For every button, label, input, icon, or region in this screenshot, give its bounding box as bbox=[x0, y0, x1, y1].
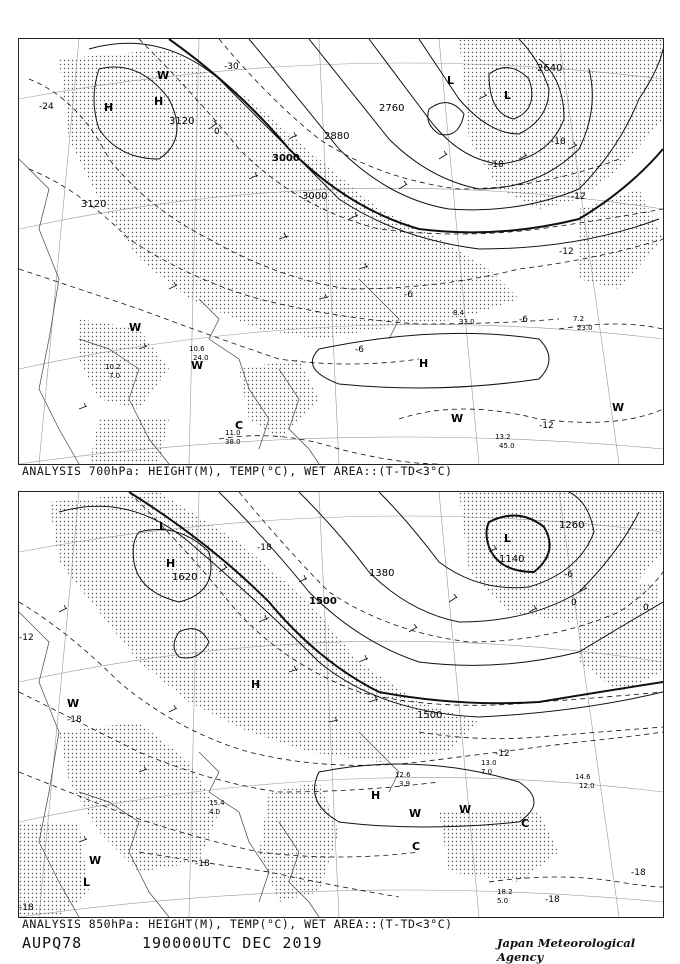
system-label: H bbox=[419, 357, 429, 370]
station-value: 12.0 bbox=[579, 782, 595, 790]
station-value: 38.0 bbox=[225, 438, 241, 446]
system-label: W bbox=[459, 803, 472, 816]
station-value: 12.6 bbox=[395, 771, 411, 779]
station-value: 5.0 bbox=[497, 897, 509, 905]
map-700hpa-canvas bbox=[19, 39, 663, 464]
station-value: 8.4 bbox=[453, 309, 465, 317]
map-panel-850hpa bbox=[18, 491, 664, 918]
station-value: 4.0 bbox=[209, 808, 221, 816]
temp-label: 0 bbox=[214, 127, 220, 137]
station-value: 11.0 bbox=[225, 429, 241, 437]
system-label: W bbox=[67, 697, 80, 710]
system-label: H bbox=[166, 557, 176, 570]
contour-label: 2640 bbox=[537, 63, 563, 74]
system-label: H bbox=[371, 789, 381, 802]
temp-label: -12 bbox=[19, 633, 34, 643]
temp-label: -18 bbox=[631, 868, 646, 878]
temp-label: -6 bbox=[519, 315, 528, 325]
contour-label: 3120 bbox=[169, 116, 195, 127]
temp-label: -12 bbox=[539, 421, 554, 431]
system-label: L bbox=[83, 876, 91, 889]
system-label: L bbox=[447, 74, 455, 87]
station-value: 33.0 bbox=[459, 318, 475, 326]
temp-label: -18 bbox=[195, 859, 210, 869]
station-value: 3.9 bbox=[399, 780, 411, 788]
contour-label: 3000 bbox=[302, 191, 328, 202]
station-value: 7.0 bbox=[109, 372, 121, 380]
system-label: W bbox=[157, 69, 170, 82]
station-value: 24.0 bbox=[193, 354, 209, 362]
temp-label: -6 bbox=[404, 290, 413, 300]
map-caption-700hpa: ANALYSIS 700hPa: HEIGHT(M), TEMP(°C), WET AREA::(T-TD<3°C) bbox=[22, 464, 453, 478]
temp-label: -6 bbox=[355, 345, 364, 355]
system-label: C bbox=[521, 817, 530, 830]
system-label: W bbox=[451, 412, 464, 425]
station-value: 23.0 bbox=[577, 324, 593, 332]
station-value: 7.0 bbox=[481, 768, 493, 776]
map-caption-850hpa: ANALYSIS 850hPa: HEIGHT(M), TEMP(°C), WET AREA::(T-TD<3°C) bbox=[22, 917, 453, 931]
temp-label: -18 bbox=[67, 715, 82, 725]
station-value: 45.0 bbox=[499, 442, 515, 450]
station-value: 13.2 bbox=[495, 433, 511, 441]
system-label: W bbox=[612, 401, 625, 414]
contour-label: 1380 bbox=[369, 568, 395, 579]
system-label: W bbox=[409, 807, 422, 820]
temp-label: -12 bbox=[571, 192, 586, 202]
station-value: 15.4 bbox=[209, 799, 225, 807]
station-value: 10.2 bbox=[105, 363, 121, 371]
system-label: C bbox=[235, 419, 244, 432]
station-value: 14.6 bbox=[575, 773, 591, 781]
temp-label: -18 bbox=[489, 160, 504, 170]
temp-label: -30 bbox=[224, 62, 239, 72]
contour-label: 1260 bbox=[559, 520, 585, 531]
system-label: W bbox=[191, 359, 204, 372]
system-label: W bbox=[129, 321, 142, 334]
station-value: 7.2 bbox=[573, 315, 585, 323]
contour-label: 1620 bbox=[172, 572, 198, 583]
contour-label: 1140 bbox=[499, 554, 525, 565]
contour-label: 3000 bbox=[272, 153, 300, 164]
contour-label: 1500 bbox=[417, 710, 443, 721]
system-label: H bbox=[251, 678, 261, 691]
system-label: C bbox=[412, 840, 421, 853]
temp-label: -18 bbox=[257, 543, 272, 553]
temp-label: -18 bbox=[551, 137, 566, 147]
system-label: H bbox=[104, 101, 114, 114]
system-label: H bbox=[154, 95, 164, 108]
temp-label: -18 bbox=[19, 903, 34, 913]
contour-label: 1500 bbox=[309, 596, 337, 607]
station-value: 13.0 bbox=[481, 759, 497, 767]
contour-label: 2760 bbox=[379, 103, 405, 114]
temp-label: -6 bbox=[564, 570, 573, 580]
chart-code: AUPQ78 bbox=[22, 934, 83, 952]
contour-label: 2880 bbox=[324, 131, 350, 142]
temp-label: -18 bbox=[545, 895, 560, 905]
station-value: 18.2 bbox=[497, 888, 513, 896]
wet-area-layer bbox=[19, 492, 663, 917]
system-label: L bbox=[159, 520, 167, 533]
temp-label: 0 bbox=[643, 603, 649, 613]
system-label: W bbox=[89, 854, 102, 867]
map-panel-700hpa bbox=[18, 38, 664, 465]
system-label: L bbox=[504, 89, 512, 102]
map-850hpa-canvas bbox=[19, 492, 663, 917]
temp-label: 0 bbox=[571, 598, 577, 608]
system-label: L bbox=[504, 532, 512, 545]
station-value: 10.6 bbox=[189, 345, 205, 353]
temp-label: -12 bbox=[559, 247, 574, 257]
valid-time: 190000UTC DEC 2019 bbox=[142, 934, 323, 952]
temp-label: -12 bbox=[495, 749, 510, 759]
agency-name: Japan Meteorological Agency bbox=[497, 936, 636, 964]
contour-label: 3120 bbox=[81, 199, 107, 210]
temp-label: -24 bbox=[39, 102, 54, 112]
